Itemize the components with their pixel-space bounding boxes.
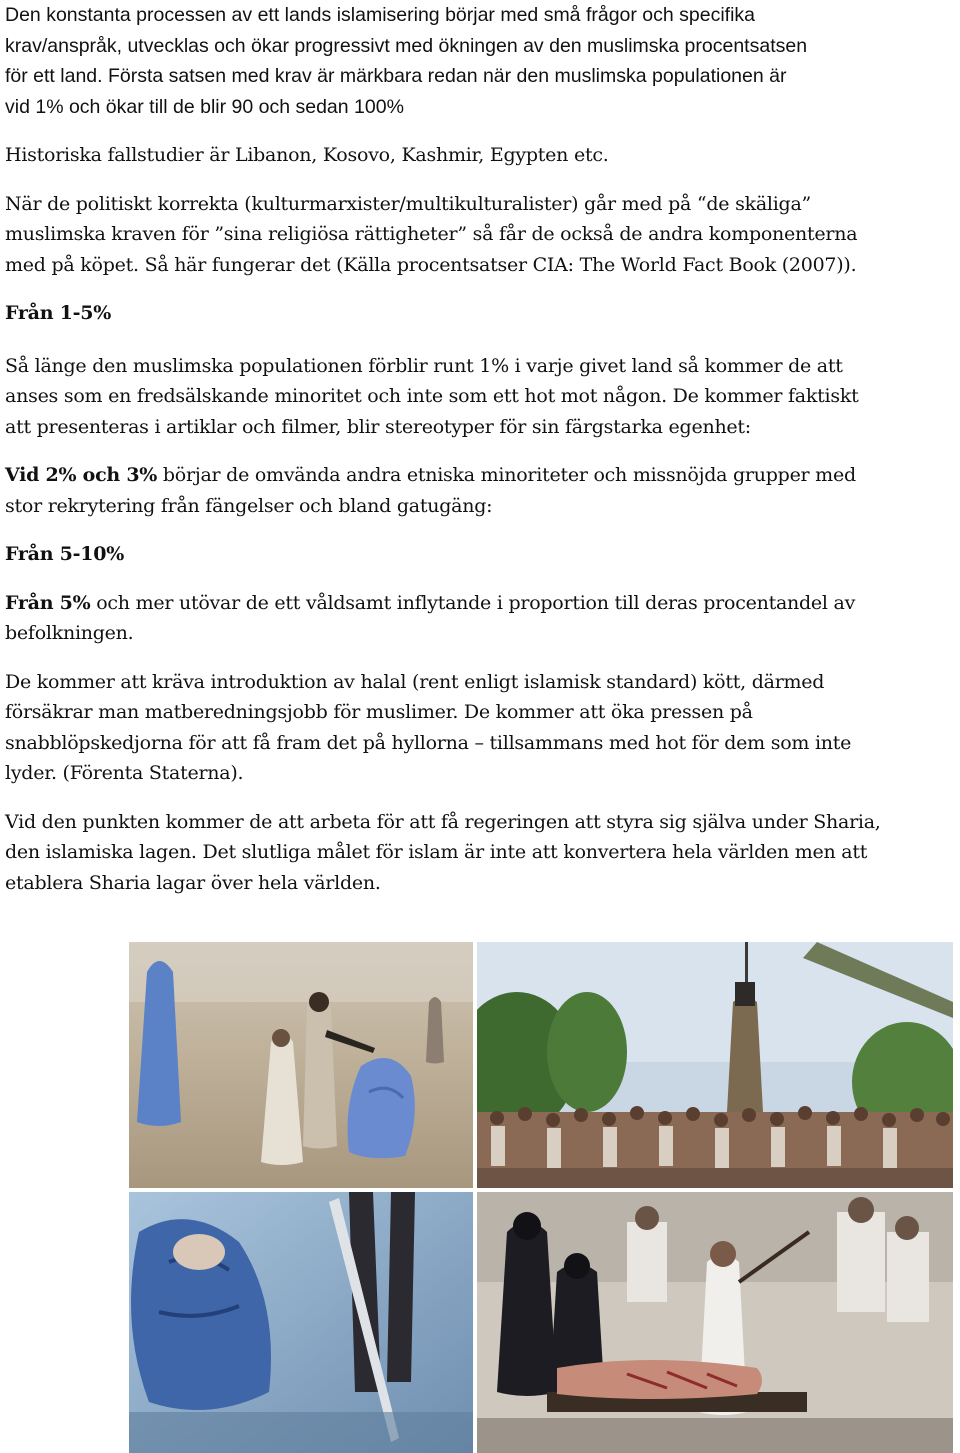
text-line: stor rekrytering från fängelser och bland gatugäng: bbox=[5, 494, 493, 517]
photo-public-execution bbox=[477, 942, 953, 1188]
halal-paragraph bbox=[5, 667, 953, 789]
text-line: Vid den punkten kommer de att arbeta för att få regeringen att styra sig själva under Sharia, bbox=[5, 810, 881, 833]
text-line: krav/anspråk, utvecklas och ökar progressivt med ökningen av den muslimska procentsatsen bbox=[5, 34, 808, 57]
five-percent-paragraph bbox=[5, 588, 953, 649]
photo-public-flogging-image bbox=[477, 1192, 953, 1453]
text-line: befolkningen. bbox=[5, 622, 134, 644]
bold-lead: Vid 2% och 3% bbox=[5, 464, 158, 486]
text-line: med på köpet. Så här fungerar det (Källa procentsatser CIA: The World Fact Book (2007)). bbox=[5, 253, 857, 276]
text-line: De kommer att kräva introduktion av halal (rent enligt islamisk standard) kött, därmed bbox=[5, 670, 825, 693]
text-line: När de politiskt korrekta (kulturmarxister/multikulturalister) går med på “de skäliga” bbox=[5, 192, 812, 215]
photo-sword-scene-image bbox=[129, 1192, 473, 1453]
intro-paragraph bbox=[5, 0, 953, 122]
document-body bbox=[5, 0, 953, 898]
text-line bbox=[5, 588, 953, 619]
text-line: lyder. (Förenta Staterna). bbox=[5, 762, 244, 784]
two-three-percent-paragraph bbox=[5, 460, 953, 521]
text-line: försäkrar man matberedningsjobb för muslimer. De kommer att öka pressen på bbox=[5, 701, 753, 723]
photo-street-burqas bbox=[129, 942, 473, 1188]
photo-collage bbox=[129, 942, 953, 1453]
text-line: Så länge den muslimska populationen förblir runt 1% i varje givet land så kommer de att bbox=[5, 354, 843, 377]
photo-public-flogging bbox=[477, 1192, 953, 1453]
text-line: vid 1% och ökar till de blir 90 och sedan 100% bbox=[5, 95, 404, 118]
text-line: för ett land. Första satsen med krav är märkbara redan när den muslimska populationen är bbox=[5, 65, 787, 87]
photo-sword-scene bbox=[129, 1192, 473, 1453]
sharia-paragraph bbox=[5, 807, 953, 899]
text-line bbox=[5, 460, 953, 491]
photo-street-burqas-image bbox=[129, 942, 473, 1188]
text-line: snabblöpskedjorna för att få fram det på hyllorna – tillsammans med hot för dem som inte bbox=[5, 731, 852, 754]
heading-text: Från 5-10% bbox=[5, 543, 125, 565]
text-line: etablera Sharia lagar över hela världen. bbox=[5, 871, 381, 894]
heading-text: Från 1-5% bbox=[5, 302, 112, 324]
politically-correct-paragraph bbox=[5, 189, 953, 281]
text-run: och mer utövar de ett våldsamt inflytande i proportion till deras procentandel av bbox=[90, 591, 856, 614]
text-line: muslimska kraven för ”sina religiösa rättigheter” så får de också de andra komponenterna bbox=[5, 223, 858, 245]
text-line: den islamiska lagen. Det slutliga målet för islam är inte att konvertera hela världen men att bbox=[5, 841, 868, 863]
text-line: anses som en fredsälskande minoritet och inte som ett hot mot någon. De kommer faktiskt bbox=[5, 385, 859, 407]
heading-5-10-percent bbox=[5, 539, 953, 570]
bold-lead: Från 5% bbox=[5, 591, 91, 614]
case-studies-paragraph bbox=[5, 140, 953, 171]
text-run: börjar de omvända andra etniska minoriteter och missnöjda grupper med bbox=[157, 464, 856, 486]
text-line: Den konstanta processen av ett lands islamisering börjar med små frågor och specifika bbox=[5, 4, 756, 26]
minority-paragraph bbox=[5, 351, 953, 443]
text-line: att presenteras i artiklar och filmer, blir stereotyper för sin färgstarka egenhet: bbox=[5, 415, 751, 438]
photo-public-execution-image bbox=[477, 942, 953, 1188]
heading-1-5-percent bbox=[5, 298, 953, 329]
text-line: Historiska fallstudier är Libanon, Kosovo, Kashmir, Egypten etc. bbox=[5, 144, 609, 166]
